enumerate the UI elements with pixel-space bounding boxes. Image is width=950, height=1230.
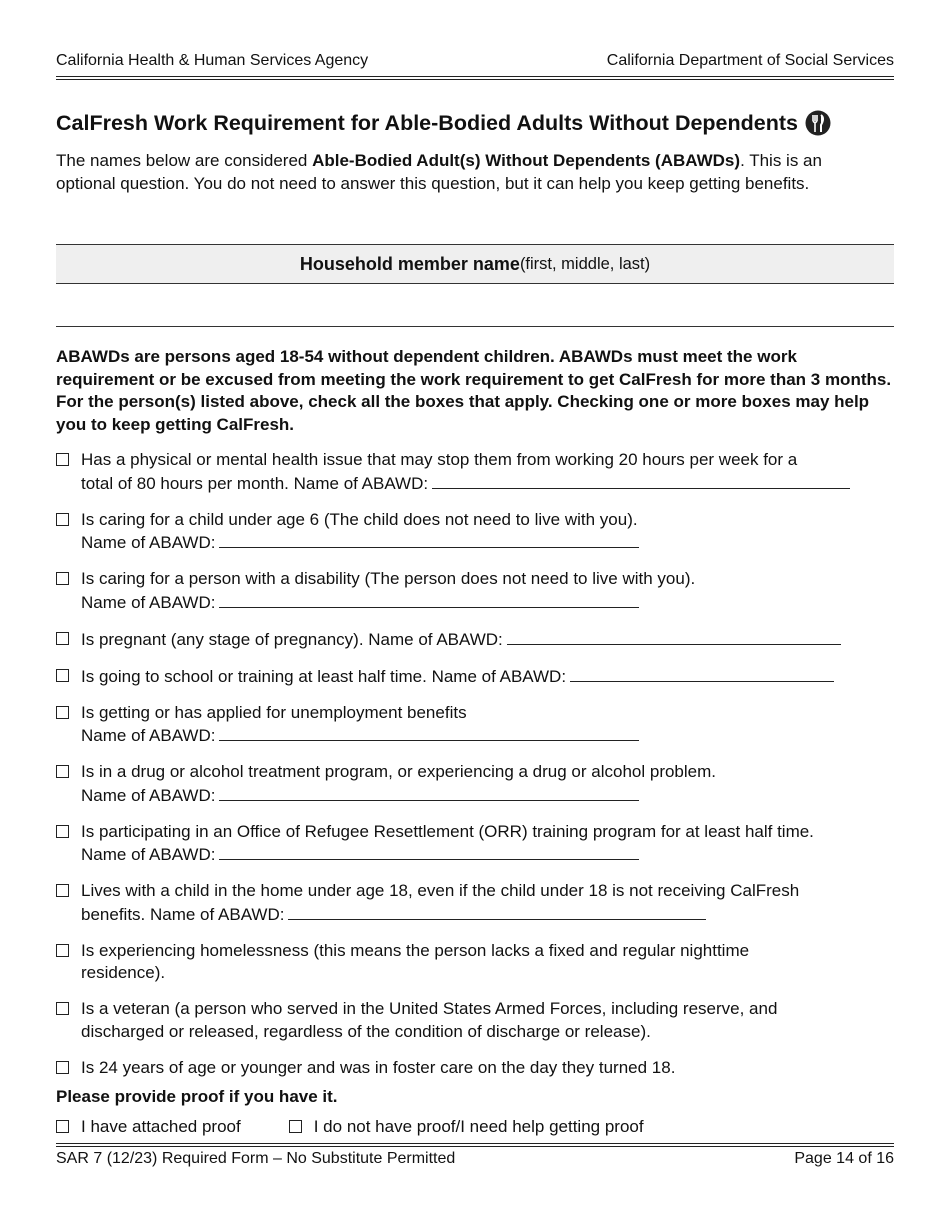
abawd-name-field[interactable] (219, 724, 639, 741)
page-number: Page 14 of 16 (794, 1150, 894, 1167)
proof-attached-checkbox[interactable] (56, 1120, 69, 1133)
column-header-note: (first, middle, last) (519, 254, 651, 273)
checkbox[interactable] (56, 1061, 69, 1074)
agency-name: California Health & Human Services Agency (56, 52, 369, 69)
page-header (56, 52, 894, 70)
checkbox[interactable] (56, 632, 69, 645)
form-id: SAR 7 (12/23) Required Form – No Substitute Permitted (56, 1150, 456, 1167)
checkbox[interactable] (56, 453, 69, 466)
checkbox[interactable] (56, 572, 69, 585)
checkbox-item-foster-care: Is 24 years of age or younger and was in foster care on the day they turned 18. (56, 1057, 894, 1080)
checkbox[interactable] (56, 513, 69, 526)
header-divider-double (56, 79, 894, 80)
checkbox-item-unemployment: Is getting or has applied for unemployment benefits Name of ABAWD: (56, 702, 894, 748)
checkbox-item-orr-training: Is participating in an Office of Refugee Resettlement (ORR) training program for at least half time. Name of ABAWD: (56, 821, 894, 867)
checkbox[interactable] (56, 944, 69, 957)
checkbox[interactable] (56, 825, 69, 838)
checkbox[interactable] (56, 669, 69, 682)
checkbox[interactable] (56, 765, 69, 778)
abawd-name-field[interactable] (219, 591, 639, 608)
proof-options (56, 1116, 692, 1139)
checkbox-item-pregnant: Is pregnant (any stage of pregnancy). Name of ABAWD: (56, 628, 894, 652)
page-footer (56, 1150, 894, 1168)
section-title (56, 110, 894, 136)
proof-attached-option: I have attached proof (56, 1116, 241, 1139)
abawd-name-field[interactable] (432, 472, 850, 489)
household-member-table-header (56, 244, 894, 284)
household-member-row[interactable] (56, 326, 894, 327)
footer-divider (56, 1143, 894, 1144)
abawd-checkbox-list (56, 449, 894, 1093)
checkbox[interactable] (56, 884, 69, 897)
section-title-text: CalFresh Work Requirement for Able-Bodied Adults Without Dependents (56, 110, 798, 135)
department-name: California Department of Social Services (606, 52, 894, 69)
checkbox[interactable] (56, 706, 69, 719)
abawd-name-field[interactable] (507, 628, 841, 645)
column-header: Household member name (299, 253, 520, 274)
checkbox-item-treatment-program: Is in a drug or alcohol treatment program, or experiencing a drug or alcohol problem. Name of ABAWD: (56, 761, 894, 807)
proof-none-option: I do not have proof/I need help getting proof (289, 1116, 644, 1139)
checkbox[interactable] (56, 1002, 69, 1015)
header-divider (56, 76, 894, 77)
abawd-instructions: ABAWDs are persons aged 18-54 without dependent children. ABAWDs must meet the work requirement or be excused from meeting the work requirement to get CalFresh for more than 3 months. For the person(s) listed above, check all the boxes that apply. Checking one or more boxes may help you to keep getting CalFresh. (56, 347, 892, 434)
checkbox-item-child-under-18: Lives with a child in the home under age 18, even if the child under 18 is not receiving CalFresh benefits. Name of ABAWD: (56, 880, 894, 926)
abawd-term: Able-Bodied Adult(s) Without Dependents (ABAWDs) (312, 151, 741, 170)
checkbox-item-school: Is going to school or training at least half time. Name of ABAWD: (56, 665, 894, 689)
checkbox-item-health-issue: Has a physical or mental health issue that may stop them from working 20 hours per week for a total of 80 hours per month. Name of ABAWD: (56, 449, 894, 495)
checkbox-item-caring-disability: Is caring for a person with a disability (The person does not need to live with you). Name of ABAWD: (56, 568, 894, 614)
proof-heading: Please provide proof if you have it. (56, 1087, 338, 1106)
abawd-name-field[interactable] (219, 843, 639, 860)
checkbox-item-homelessness: Is experiencing homelessness (this means the person lacks a fixed and regular nighttime residence). (56, 940, 894, 985)
checkbox-item-veteran: Is a veteran (a person who served in the United States Armed Forces, including reserve, and discharged or released, regardless of the condition of discharge or release). (56, 998, 894, 1043)
abawd-name-field[interactable] (219, 784, 639, 801)
abawd-name-field[interactable] (219, 531, 639, 548)
proof-none-checkbox[interactable] (289, 1120, 302, 1133)
abawd-name-field[interactable] (288, 903, 706, 920)
checkbox-item-child-under-6: Is caring for a child under age 6 (The child does not need to live with you). Name of ABAWD: (56, 509, 894, 555)
intro-paragraph: The names below are considered Able-Bodied Adult(s) Without Dependents (ABAWDs). This is an optional question. You do not need to answer this question, but it can help you keep getting benefits. (56, 151, 822, 193)
calfresh-fork-icon (805, 110, 831, 136)
footer-divider-double (56, 1146, 894, 1147)
abawd-name-field[interactable] (570, 665, 834, 682)
